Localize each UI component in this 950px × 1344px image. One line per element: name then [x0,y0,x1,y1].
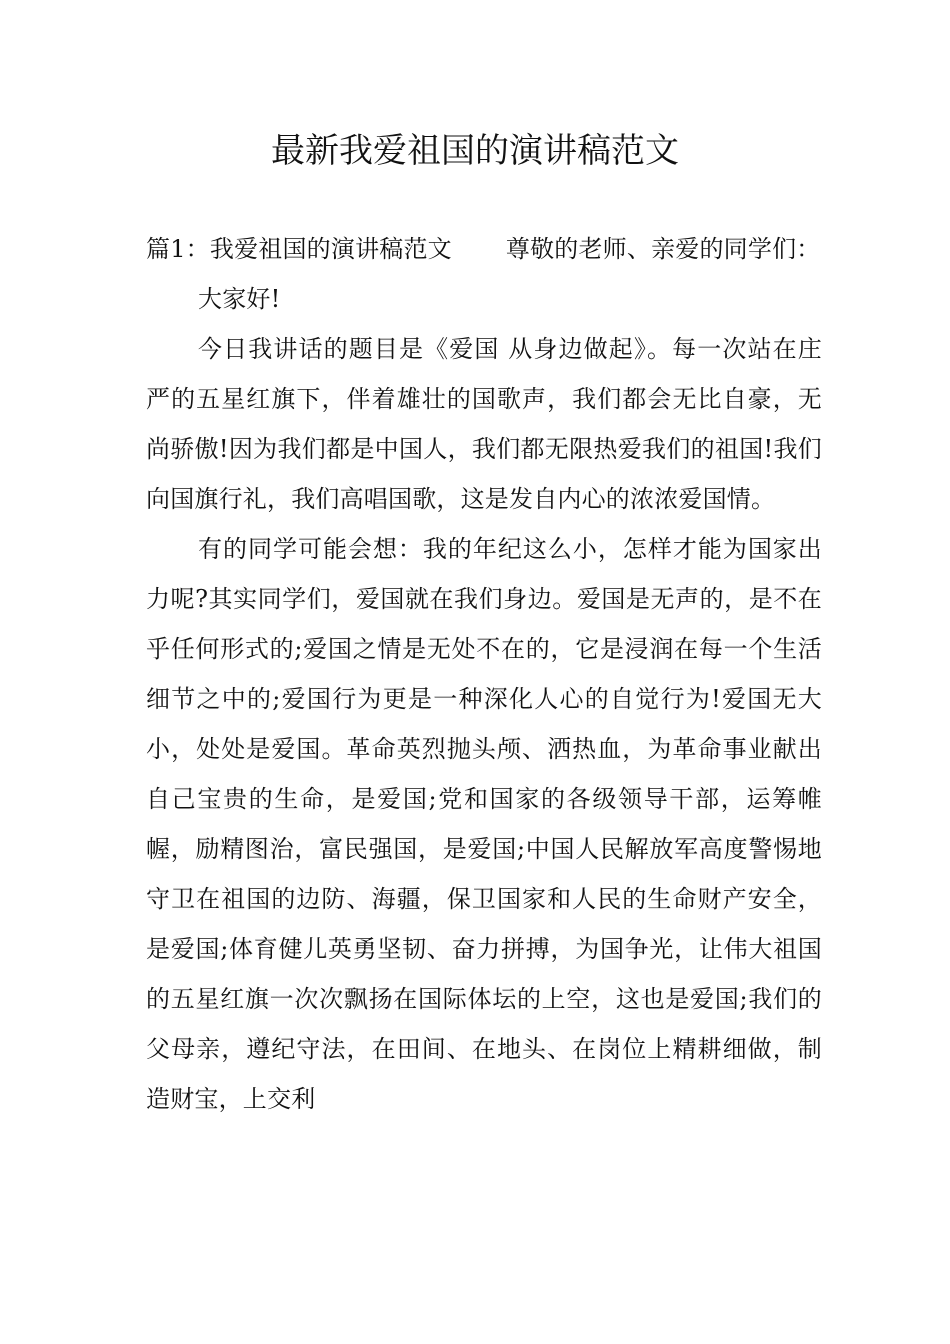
document-body [146,224,822,1124]
paragraph-2: 有的同学可能会想：我的年纪这么小，怎样才能为国家出力呢?其实同学们，爱国就在我们身边。爱国是无声的，是不在乎任何形式的;爱国之情是无处不在的，它是浸润在每一个生活细节之中的;爱国行为更是一种深化人心的自觉行为!爱国无大小，处处是爱国。革命英烈抛头颅、洒热血，为革命事业献出自己宝贵的生命，是爱国;党和国家的各级领导干部，运筹帷幄，励精图治，富民强国，是爱国;中国人民解放军高度警惕地守卫在祖国的边防、海疆，保卫国家和人民的生命财产安全，是爱国;体育健儿英勇坚韧、奋力拼搏，为国争光，让伟大祖国的五星红旗一次次飘扬在国际体坛的上空，这也是爱国;我们的父母亲，遵纪守法，在田间、在地头、在岗位上精耕细做，制造财宝，上交利 [146,535,822,1113]
salutation: 尊敬的老师、亲爱的同学们： [505,235,821,263]
greeting-paragraph: 大家好! [198,285,281,313]
section-heading: 篇1：我爱祖国的演讲稿范文 [146,235,452,263]
document-title: 最新我爱祖国的演讲稿范文 [271,131,679,171]
paragraph-1: 今日我讲话的题目是《爱国 从身边做起》。每一次站在庄严的五星红旗下，伴着雄壮的国歌声，我们都会无比自豪，无尚骄傲!因为我们都是中国人，我们都无限热爱我们的祖国!我们向国旗行礼，我们高唱国歌，这是发自内心的浓浓爱国情。 [146,335,822,513]
intro-line [146,224,822,274]
